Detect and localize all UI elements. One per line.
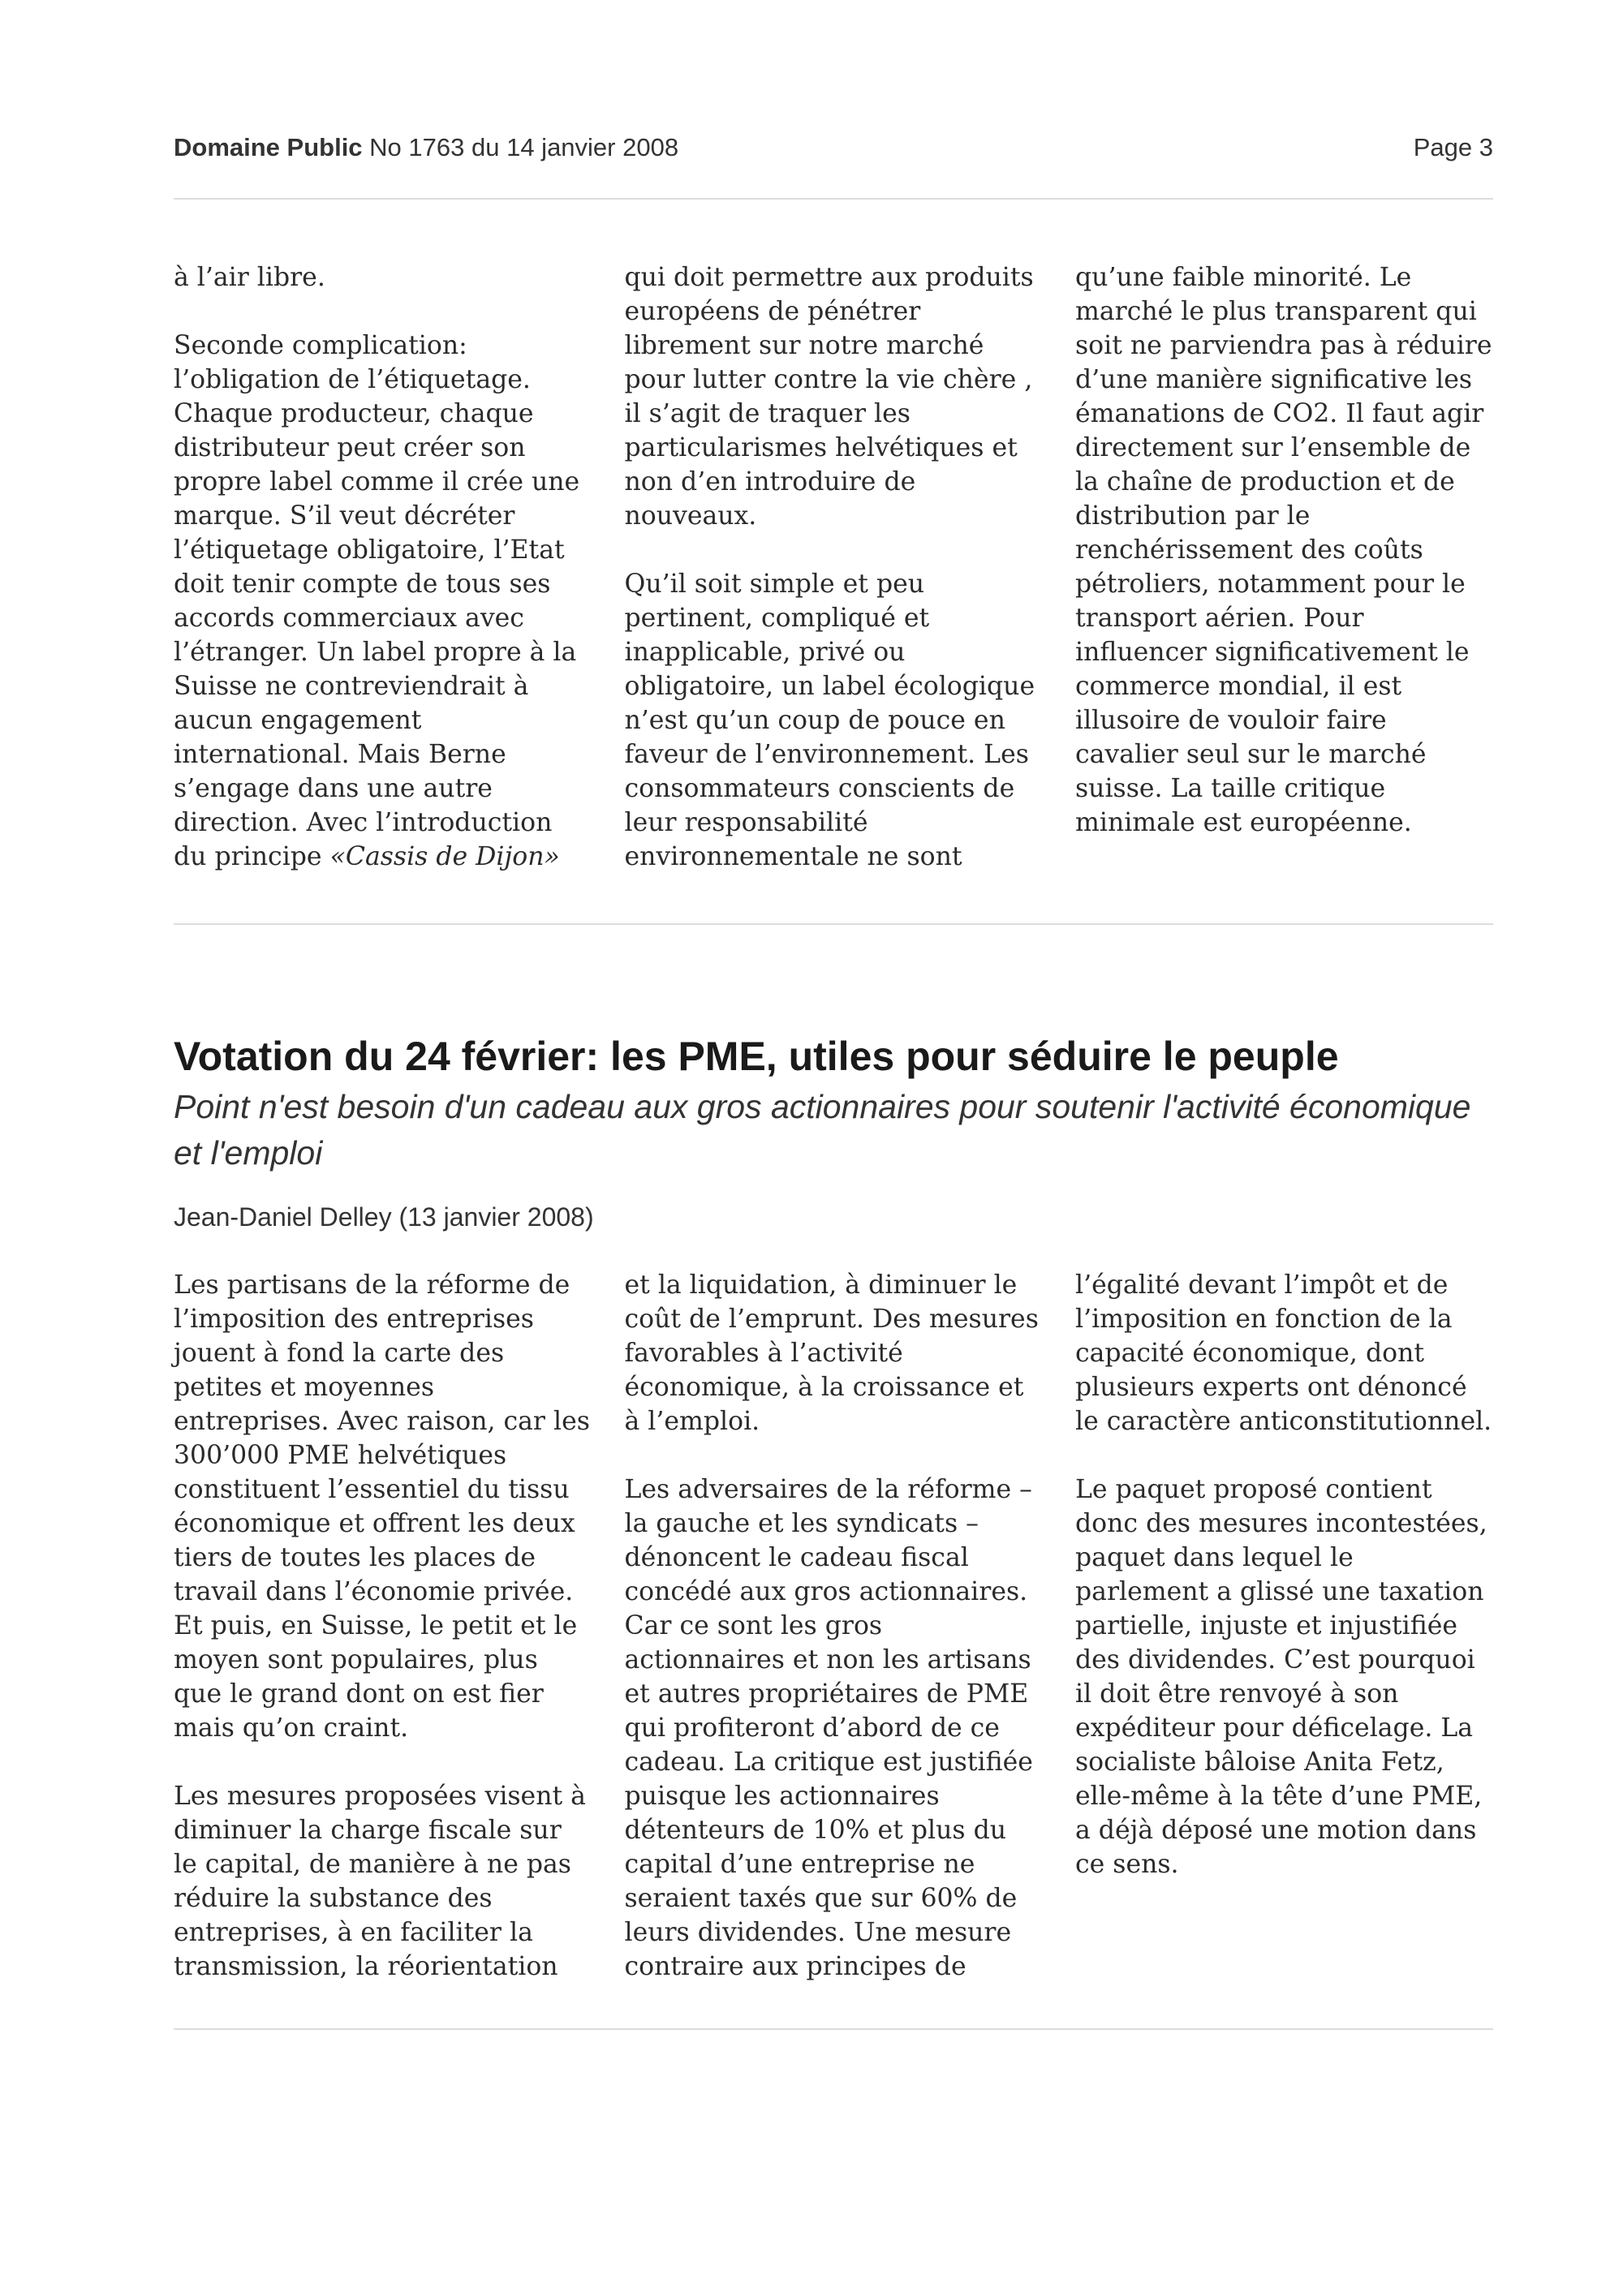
footer-divider [174,2028,1493,2030]
paragraph: qui doit permettre aux produits européens de pénétrer librement sur notre marché pour lutter contre la vie chère , il s’agit de traquer les particularismes helvétiques et non d’en introduire de nouveaux. [624,263,1034,531]
paragraph: Les adversaires de la réforme – la gauche et les syndicats – dénoncent le cadeau fiscal concédé aux gros actionnaires. Car ce sont les gros actionnaires et non les artisans et autres propriétaires de PME qui profiteront d’abord de ce cadeau. La critique est justifiée puisque les actionnaires détenteurs de 10% et plus du capital d’une entreprise ne seraient taxés que sur 60% de leurs dividendes. Une mesure contraire aux principes de [624,1475,1033,1981]
italic-term: «Cassis de Dijon» [329,842,560,871]
paragraph: Le paquet proposé contient donc des mesures incontestées, paquet dans lequel le parlement a glissé une taxation partielle, injuste et injustifiée des dividendes. C’est pourquoi il doit être renvoyé à son expéditeur pour déficelage. La socialiste bâloise Anita Fetz, elle-même à la tête d’une PME, a déjà déposé une motion dans ce sens. [1075,1475,1487,1879]
text-column-2 [625,1268,1043,1984]
page-header [174,133,1493,166]
page-number: Page 3 [1413,133,1493,161]
text-column-1 [174,1268,592,1984]
paragraph: et la liquidation, à diminuer le coût de l’emprunt. Des mesures favorables à l’activité économique, à la croissance et à l’emploi. [624,1271,1039,1436]
paragraph: Les mesures proposées visent à diminuer la charge fiscale sur le capital, de manière à ne pas réduire la substance des entreprises, à en faciliter la transmission, la réorientation [174,1782,586,1981]
article-byline: Jean-Daniel Delley (13 janvier 2008) [174,1202,594,1232]
paragraph: qu’une faible minorité. Le marché le plus transparent qui soit ne parviendra pas à réduire d’une manière significative les émanations de CO2. Il faut agir directement sur l’ensemble de la chaîne de production et de distribution par le renchérissement des coûts pétroliers, notamment pour le transport aérien. Pour influencer significativement le commerce mondial, il est illusoire de vouloir faire cavalier seul sur le marché suisse. La taille critique minimale est européenne. [1075,263,1492,837]
paragraph: à l’air libre. [174,263,325,292]
header-divider [174,198,1493,200]
text-column-3 [1075,1268,1493,1984]
paragraph: Qu’il soit simple et peu pertinent, compliqué et inapplicable, privé ou obligatoire, un label écologique n’est qu’un coup de pouce en faveur de l’environnement. Les consommateurs conscients de leur responsabilité environnementale ne sont [624,570,1035,871]
text-column-2 [625,260,1043,874]
article-columns [174,1268,1493,1984]
continued-article-columns [174,260,1493,874]
paragraph: l’égalité devant l’impôt et de l’imposition en fonction de la capacité économique, dont plusieurs experts ont dénoncé le caractère anticonstitutionnel. [1075,1271,1492,1436]
text-column-1 [174,260,592,874]
paragraph [174,329,592,874]
issue-info: No 1763 du 14 janvier 2008 [369,133,679,161]
paragraph-text: Seconde complication: l’obligation de l’étiquetage. Chaque producteur, chaque distributeur peut créer son propre label comme il crée une marque. S’il veut décréter l’étiquetage obligatoire, l’Etat doit tenir compte de tous ses accords commerciaux avec l’étranger. Un label propre à la Suisse ne contreviendrait à aucun engagement international. Mais Berne s’engage dans une autre direction. Avec l’introduction du principe [174,331,580,871]
article-subtitle: Point n'est besoin d'un cadeau aux gros actionnaires pour soutenir l'activité économique et l'emploi [174,1088,1471,1172]
article-title: Votation du 24 février: les PME, utiles pour séduire le peuple [174,1034,1339,1079]
paragraph: Les partisans de la réforme de l’imposition des entreprises jouent à fond la carte des petites et moyennes entreprises. Avec raison, car les 300’000 PME helvétiques constituent l’essentiel du tissu économique et offrent les deux tiers de toutes les places de travail dans l’économie privée. Et puis, en Suisse, le petit et le moyen sont populaires, plus que le grand dont on est fier mais qu’on craint. [174,1271,590,1743]
text-column-3 [1075,260,1493,874]
article-divider [174,923,1493,925]
publication-name: Domaine Public [174,133,363,161]
